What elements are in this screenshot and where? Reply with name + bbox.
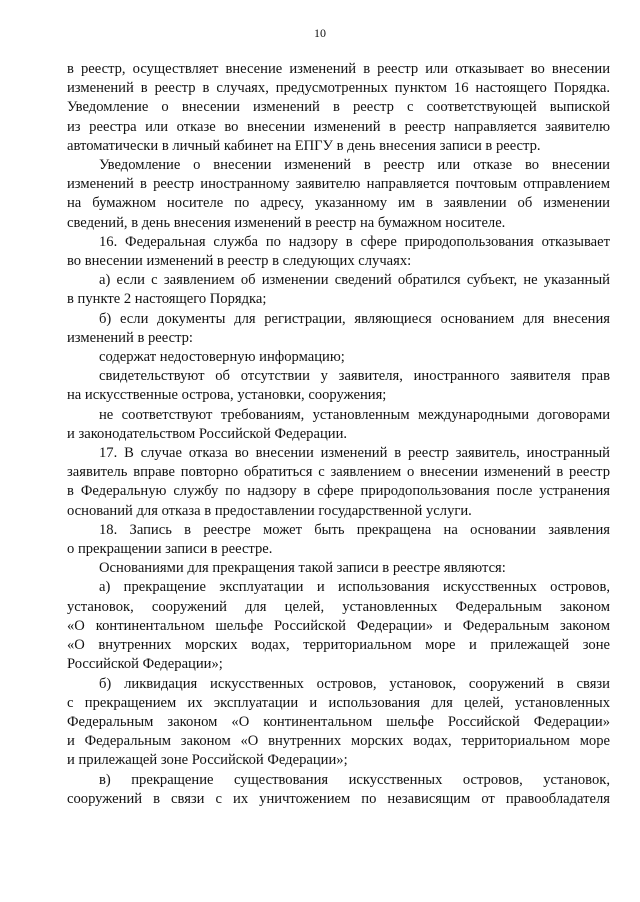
text-line: в) прекращение существования искусственных островов, установок, — [99, 771, 610, 788]
text-line: и Федеральным законом «О внутренних морских водах, территориальном море — [67, 733, 610, 750]
text-line: и законодательством Российской Федерации. — [67, 425, 348, 442]
text-line: во внесении изменений в реестр в следующих случаях: — [67, 253, 412, 270]
text-line: не соответствуют требованиям, установленным международными договорами — [99, 406, 610, 423]
text-line: Уведомление о внесении изменений в реестр или отказе во внесении — [99, 157, 610, 174]
text-line: «О внутренних морских водах, территориальном море и прилежащей зоне — [67, 637, 610, 654]
text-line: заявитель вправе повторно обратиться с заявлением о внесении изменений в реестр — [67, 464, 610, 481]
text-line: Уведомление о внесении изменений в реестр с соответствующей выпиской — [67, 99, 610, 116]
text-line: о прекращении записи в реестре. — [67, 541, 273, 558]
text-line: Российской Федерации»; — [67, 656, 223, 673]
text-line: на бумажном носителе по адресу, указанному им в заявлении об изменении — [67, 195, 610, 212]
text-line: содержат недостоверную информацию; — [99, 349, 345, 366]
text-line: Федеральным законом «О континентальном шельфе Российской Федерации» — [67, 713, 610, 730]
text-line: сооружений в связи с их уничтожением по независящим от правообладателя — [67, 790, 610, 807]
text-line: б) ликвидация искусственных островов, установок, сооружений в связи — [99, 675, 610, 692]
text-line: изменений в реестр иностранному заявителю направляется почтовым отправлением — [67, 176, 610, 193]
text-line: автоматически в личный кабинет на ЕПГУ в день внесения записи в реестр. — [67, 137, 541, 154]
text-line: на искусственные острова, установки, сооружения; — [67, 387, 387, 404]
text-line: 18. Запись в реестре может быть прекращена на основании заявления — [99, 521, 610, 538]
text-line: изменений в реестр: — [67, 329, 193, 346]
text-line: в реестр, осуществляет внесение изменений в реестр или отказывает во внесении — [67, 61, 610, 77]
text-line: и прилежащей зоне Российской Федерации»; — [67, 752, 348, 769]
text-line: оснований для отказа в предоставлении государственной услуги. — [67, 502, 472, 519]
page-number: 10 — [314, 26, 326, 40]
text-line: сведений, в день внесения изменений в реестр на бумажном носителе. — [67, 214, 506, 231]
text-line: «О континентальном шельфе Российской Федерации» и Федеральным законом — [67, 617, 610, 634]
text-line: из реестра или отказе во внесении изменений в реестр направляется заявителю — [67, 118, 610, 135]
text-line: а) если с заявлением об изменении сведений обратился субъект, не указанный — [99, 272, 610, 289]
text-line: Основаниями для прекращения такой записи в реестре являются: — [99, 560, 506, 577]
text-line: установок, сооружений для целей, установленных Федеральным законом — [67, 598, 610, 615]
text-line: 17. В случае отказа во внесении изменений в реестр заявитель, иностранный — [99, 445, 610, 462]
text-line: а) прекращение эксплуатации и использования искусственных островов, — [99, 579, 610, 596]
text-line: с прекращением их эксплуатации и использования для целей, установленных — [67, 694, 610, 711]
text-line: в пункте 2 настоящего Порядка; — [67, 291, 267, 308]
text-line: свидетельствуют об отсутствии у заявителя, иностранного заявителя прав — [99, 368, 610, 385]
text-line: изменений в реестр в случаях, предусмотренных пунктом 16 настоящего Порядка. — [67, 80, 610, 97]
document-body — [67, 60, 610, 809]
text-line: 16. Федеральная служба по надзору в сфере природопользования отказывает — [99, 233, 610, 250]
text-line: б) если документы для регистрации, являющиеся основанием для внесения — [99, 310, 610, 327]
text-line: в Федеральную службу по надзору в сфере природопользования после устранения — [67, 483, 610, 500]
